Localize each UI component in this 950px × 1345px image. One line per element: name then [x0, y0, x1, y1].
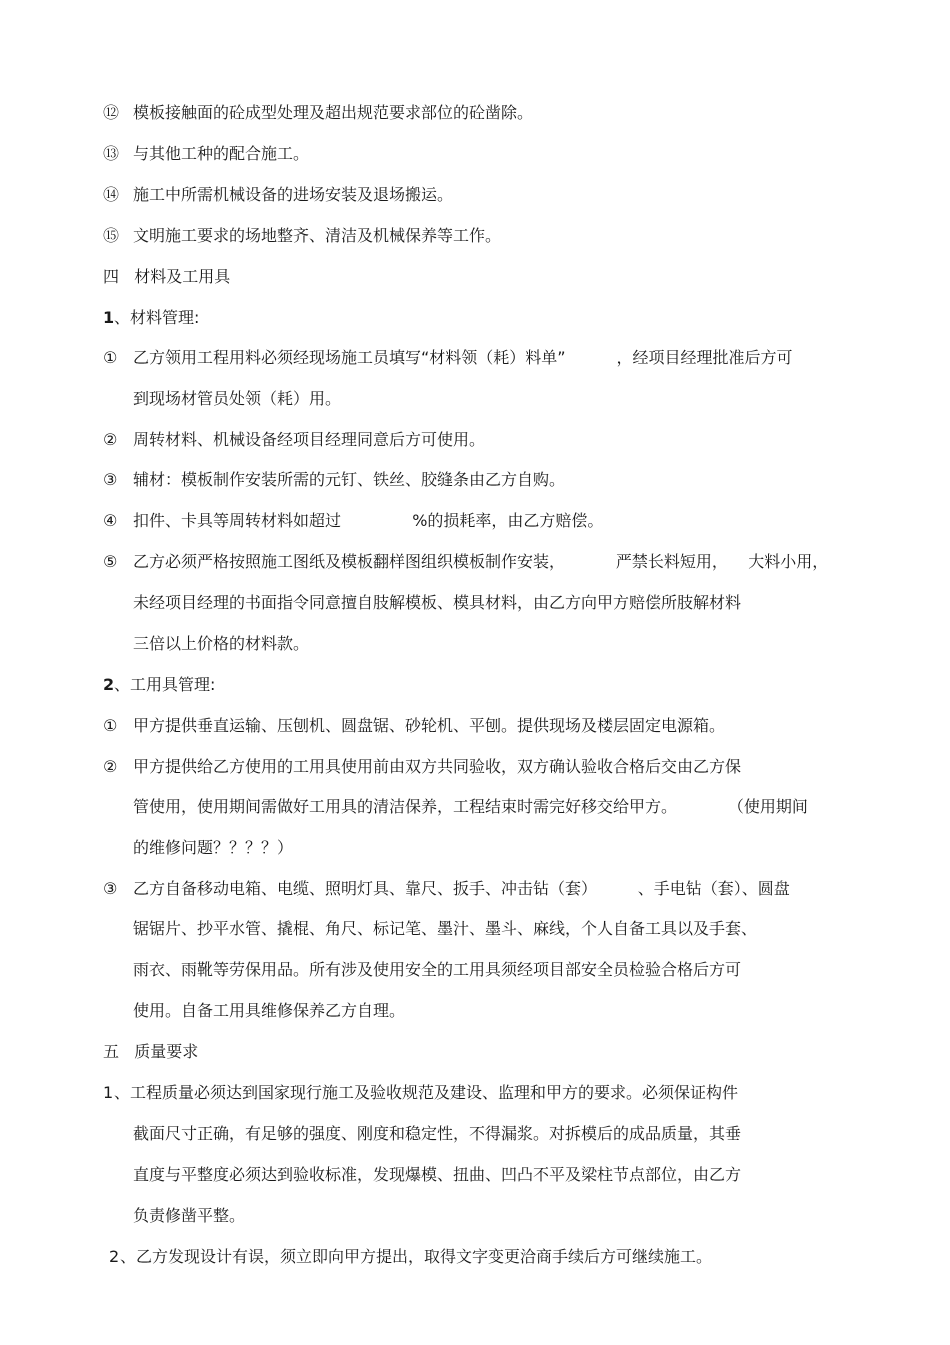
quality-item-2-number: 2	[109, 1247, 120, 1266]
material-item-1-line-2: 到现场材管员处领（耗）用。	[133, 389, 342, 408]
material-item-4-text: 扣件、卡具等周转材料如超过 %的损耗率，由乙方赔偿。	[133, 511, 604, 530]
quality-item-1-line-3: 直度与平整度必须达到验收标准，发现爆模、扭曲、凹凸不平及梁柱节点部位，由乙方	[133, 1165, 742, 1184]
tool-item-2-line-2: 管使用，使用期间需做好工用具的清洁保养，工程结束时需完好移交给甲方。 （使用期间	[133, 797, 808, 816]
tool-item-2-line-3: 的维修问题？？？？）	[133, 838, 294, 857]
tool-item-3-line-1: 乙方自备移动电箱、电缆、照明灯具、靠尺、扳手、冲击钻（套） 、手电钻（套）、圆盘	[133, 879, 790, 898]
item-12-marker: ⑫	[103, 103, 120, 122]
tool-item-1-marker: ①	[103, 716, 118, 735]
quality-item-1-line-2: 截面尺寸正确，有足够的强度、刚度和稳定性，不得漏浆。对拆模后的成品质量，其垂	[133, 1124, 742, 1143]
item-14-marker: ⑭	[103, 185, 120, 204]
item-14-text: 施工中所需机械设备的进场安装及退场搬运。	[133, 185, 454, 204]
material-item-5-line-2: 未经项目经理的书面指令同意擅自肢解模板、模具材料，由乙方向甲方赔偿所肢解材料	[133, 593, 742, 612]
material-item-5-line-3: 三倍以上价格的材料款。	[133, 634, 310, 653]
tool-item-3-line-3: 雨衣、雨靴等劳保用品。所有涉及使用安全的工用具须经项目部安全员检验合格后方可	[133, 960, 742, 979]
material-item-5-marker: ⑤	[103, 552, 118, 571]
subsection-1-label: 、材料管理:	[114, 308, 200, 327]
quality-item-1-line-4: 负责修凿平整。	[133, 1206, 246, 1225]
material-item-3-text: 辅材：模板制作安装所需的元钉、铁丝、胶缝条由乙方自购。	[133, 470, 566, 489]
material-item-3-marker: ③	[103, 470, 118, 489]
material-item-1-marker: ①	[103, 348, 118, 367]
tool-item-3-line-4: 使用。自备工用具维修保养乙方自理。	[133, 1001, 406, 1020]
material-item-4-marker: ④	[103, 511, 118, 530]
item-13-marker: ⑬	[103, 144, 120, 163]
item-15-text: 文明施工要求的场地整齐、清洁及机械保养等工作。	[133, 226, 502, 245]
section-4-heading: 四 材料及工用具	[103, 267, 231, 286]
material-item-5-line-1: 乙方必须严格按照施工图纸及模板翻样图组织模板制作安装， 严禁长料短用， 大料小用，	[133, 552, 829, 571]
material-item-2-text: 周转材料、机械设备经项目经理同意后方可使用。	[133, 430, 486, 449]
item-15-marker: ⑮	[103, 226, 120, 245]
subsection-2-label: 、工用具管理:	[114, 675, 216, 694]
tool-item-2-line-1: 甲方提供给乙方使用的工用具使用前由双方共同验收，双方确认验收合格后交由乙方保	[133, 757, 742, 776]
tool-item-3-line-2: 锯锯片、抄平水管、撬棍、角尺、标记笔、墨汁、墨斗、麻线，个人自备工具以及手套、	[133, 919, 758, 938]
tool-item-3-marker: ③	[103, 879, 118, 898]
item-13-text: 与其他工种的配合施工。	[133, 144, 310, 163]
material-item-2-marker: ②	[103, 430, 118, 449]
quality-item-1-line-1: 、工程质量必须达到国家现行施工及验收规范及建设、监理和甲方的要求。必须保证构件	[114, 1083, 739, 1102]
quality-item-1-number: 1	[103, 1083, 114, 1102]
tool-item-1-text: 甲方提供垂直运输、压刨机、圆盘锯、砂轮机、平刨。提供现场及楼层固定电源箱。	[133, 716, 726, 735]
subsection-2-number: 2	[103, 675, 115, 694]
subsection-1-number: 1	[103, 308, 115, 327]
material-item-1-line-1: 乙方领用工程用料必须经现场施工员填写“材料领（耗）料单” ，经项目经理批准后方可	[133, 348, 793, 367]
section-5-heading: 五 质量要求	[103, 1042, 199, 1061]
quality-item-2-text: 、乙方发现设计有误，须立即向甲方提出，取得文字变更洽商手续后方可继续施工。	[120, 1247, 713, 1266]
tool-item-2-marker: ②	[103, 757, 118, 776]
item-12-text: 模板接触面的砼成型处理及超出规范要求部位的砼凿除。	[133, 103, 534, 122]
